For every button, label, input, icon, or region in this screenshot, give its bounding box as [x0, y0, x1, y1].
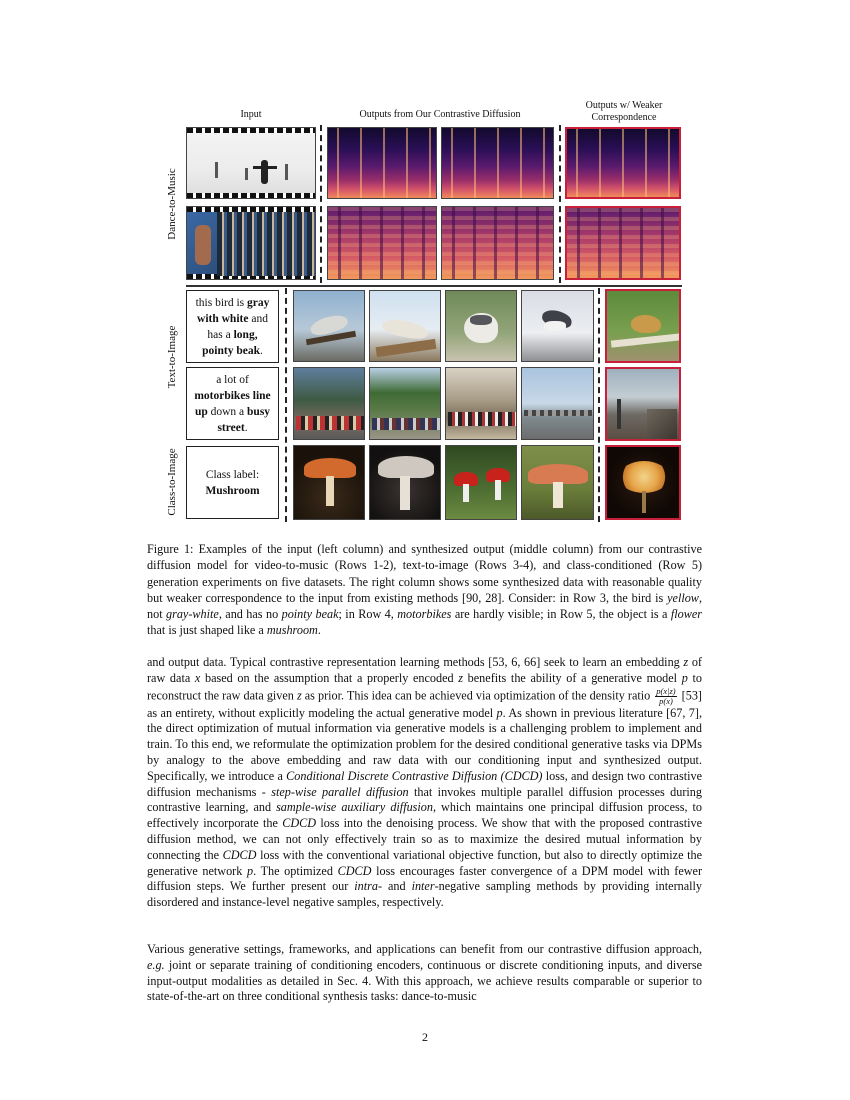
body-paragraph-1 [147, 655, 702, 911]
p1-s13: loss with the conventional variational objective function, but also to directly optimize the generative network [147, 847, 703, 878]
header-input: Input [240, 109, 262, 120]
p1-s12: loss into the denoising process. We show that with the proposed contrastive diffusion method, we can not only effectively train so as to maximize the desired mutual information by connecting the [147, 816, 702, 862]
cdcd-term: CDCD [282, 816, 317, 831]
separator-image-left [285, 288, 287, 522]
mushroom-output-3 [445, 445, 517, 520]
moto-text-d: busy street [217, 405, 271, 434]
fraction-denominator: p(x) [659, 695, 673, 706]
p1-s4: benefits the ability of a generative model [463, 670, 682, 685]
p2-s1: Various generative settings, frameworks, and applications can benefit from our contrastive diffusion approach, [147, 942, 702, 956]
section-divider [186, 285, 682, 287]
dance-music-output-2b [441, 206, 554, 280]
density-ratio-fraction [655, 687, 676, 706]
bird-output-4 [521, 290, 594, 362]
street-weak [605, 367, 681, 441]
class-label-value: Mushroom [205, 484, 260, 497]
mushroom-output-1 [293, 445, 365, 520]
dance-video-frame-2 [186, 206, 316, 280]
p1-s8: . As shown in previous literature [67, 7], the direct optimization of mutual information via generative models is a challenging problem to implement and train. To this end, we reformulate the optimization problem for the desired conditional generative tasks via DPMs by analogy to the above embedding and raw data with our conditioning input and synthesized output. Specifically, we introduce a [147, 705, 702, 783]
bird-text-d: long, pointy beak [202, 328, 260, 357]
bird-text-a: this bird is [195, 296, 248, 309]
street-output-3 [445, 367, 517, 440]
row-label-dance: Dance-to-Music [166, 168, 178, 240]
page-number: 2 [422, 1030, 428, 1044]
moto-text-c: down a [207, 405, 248, 418]
dance-music-output-1b [441, 127, 554, 199]
dance-music-output-2a [327, 206, 437, 280]
mushroom-weak-flower [605, 445, 681, 520]
bird-text-c: and has a [207, 312, 268, 341]
text-input-bird [186, 290, 279, 363]
p1-s14: . The optimized [253, 863, 338, 878]
bird-output-3 [445, 290, 517, 362]
p1-s5: to reconstruct the raw data given [147, 670, 702, 702]
bird-weak [605, 289, 681, 363]
bird-output-1 [293, 290, 365, 362]
separator-image-right [598, 288, 600, 522]
inter-term: inter [411, 879, 435, 894]
bird-text-e: . [259, 344, 263, 357]
p1-s2: of raw data [147, 655, 702, 685]
mushroom-output-2 [369, 445, 441, 520]
fraction-numerator: p(x|z) [656, 685, 676, 696]
p1-s1: and output data. Typical contrastive representation learning methods [53, 6, 66] seek to learn an embedding [147, 655, 684, 669]
step-wise-term: step-wise parallel diffusion [271, 784, 409, 799]
caption-gray-white: gray-white [166, 607, 219, 622]
caption-mushroom: mushroom [266, 623, 318, 638]
p1-s10: that invokes multiple parallel diffusion processes during contrastive learning, and [147, 784, 702, 815]
eg-abbrev: e.g. [147, 957, 165, 972]
math-x: x [194, 670, 201, 685]
dance-music-weak-2 [565, 206, 681, 280]
caption-text-a: Figure 1: Examples of the input (left column) and synthesized output (middle column) from our contrastive diffusion model for video-to-music (Rows 1-2), text-to-image (Rows 3-4), and class-conditioned (Row 5) generation experiments on five datasets. The right column shows some synthesized data with reasonable quality but weaker correspondence to the input from existing methods [90, 28]. Consider: in Row 3, the bird is [147, 542, 702, 605]
caption-text-f: that is just shaped like a [147, 623, 267, 638]
text-input-motorbikes [186, 367, 279, 440]
row-label-class: Class-to-Image [166, 448, 178, 516]
dance-video-frame-1 [186, 127, 316, 199]
street-output-2 [369, 367, 441, 440]
p1-s6: as prior. This idea can be achieved via optimization of the density ratio [301, 687, 654, 702]
separator-dance-right [559, 125, 561, 283]
caption-motorbikes: motorbikes [397, 607, 452, 622]
caption-yellow: yellow [667, 590, 699, 605]
caption-text-e: are hardly visible; in Row 5, the object is a [451, 607, 671, 622]
moto-text-b: motorbikes line up [194, 389, 271, 418]
math-p: p [496, 705, 503, 720]
p1-s16: - and [377, 879, 412, 894]
cdcd-term: CDCD [222, 847, 257, 862]
caption-pointy-beak: pointy beak [281, 607, 339, 622]
dance-music-weak-1 [565, 127, 681, 199]
header-weaker: Outputs w/ Weaker Correspondence [585, 100, 663, 123]
class-label-prefix: Class label: [205, 468, 260, 481]
cdcd-full-name: Conditional Discrete Contrastive Diffusion (CDCD) [286, 768, 543, 783]
caption-text-b: , not [147, 590, 702, 622]
p1-s9: loss, and design two contrastive diffusion mechanisms - [147, 768, 702, 799]
header-outputs: Outputs from Our Contrastive Diffusion [359, 109, 521, 120]
caption-flower: flower [670, 607, 702, 622]
intra-term: intra [354, 879, 378, 894]
p2-s2: joint or separate training of conditioning encoders, continuous or discrete conditioning inputs, and diverse input-output modalities as detailed in Sec. 4. With this approach, we achieve results comparable or superior to state-of-the-art on three conditional synthesis tasks: dance-to-music [147, 957, 702, 1004]
street-output-1 [293, 367, 365, 440]
figure-caption [147, 541, 702, 639]
math-p: p [681, 670, 688, 685]
p1-s7: [53] as an entirety, without explicitly modeling the actual generative model [147, 687, 702, 720]
row-label-text: Text-to-Image [166, 325, 178, 389]
caption-text-c: , and has no [218, 607, 282, 622]
math-z: z [683, 655, 689, 669]
bird-text-b: gray with white [197, 296, 270, 325]
p1-s11: , which maintains one principal diffusion process, to effectively incorporate the [147, 800, 702, 831]
caption-text-d: ; in Row 4, [338, 607, 398, 622]
math-p: p [247, 863, 254, 878]
sample-wise-term: sample-wise auxiliary diffusion [276, 800, 433, 815]
p1-s15: loss encourages faster convergence of a DPM model with fewer diffusion steps. We further present our [147, 863, 703, 894]
cdcd-term: CDCD [337, 863, 372, 878]
dance-music-output-1a [327, 127, 437, 199]
moto-text-a: a lot of [216, 373, 249, 386]
street-output-4 [521, 367, 594, 440]
p1-s17: -negative sampling methods by providing internally disordered and instance-level negative samples, respectively. [147, 879, 702, 910]
mushroom-output-4 [521, 445, 594, 520]
p1-s3: based on the assumption that a properly encoded [200, 670, 459, 685]
caption-text-g: . [317, 623, 321, 638]
math-z: z [296, 687, 302, 702]
body-paragraph-2 [147, 942, 702, 1005]
math-z: z [458, 670, 464, 685]
moto-text-e: . [244, 421, 248, 434]
bird-output-2 [369, 290, 441, 362]
separator-dance-left [320, 125, 322, 283]
class-input-mushroom [186, 446, 279, 519]
